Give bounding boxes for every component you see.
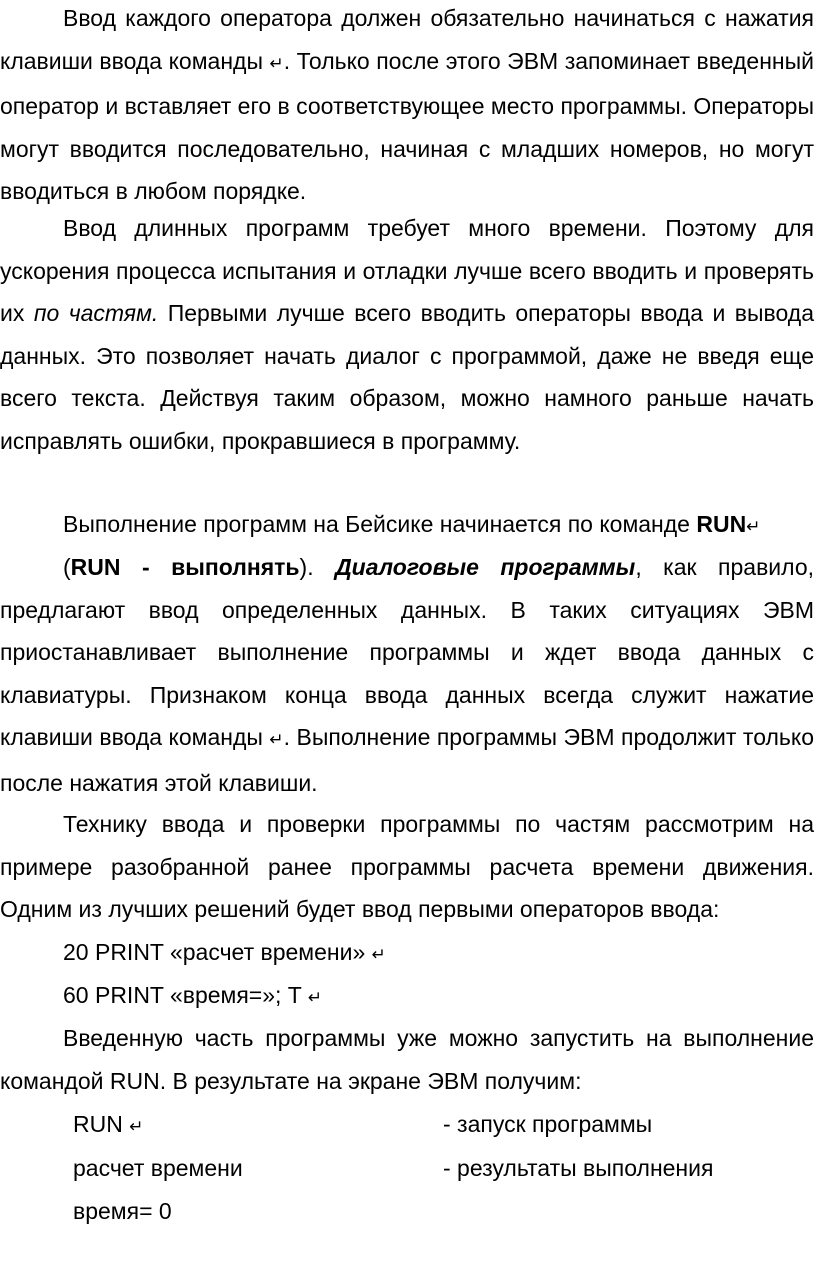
output-results-comment: - результаты выполнения [443,1155,714,1181]
enter-key-icon: ↵ [269,53,284,74]
p4-close-paren: ). [299,554,336,580]
enter-key-icon: ↵ [129,1117,144,1137]
output-run-comment: - запуск программы [443,1111,653,1137]
p1-text-start: Ввод каждого оператора должен обязательно начинаться с нажатия клавиши ввода команды [0,5,814,74]
paragraph-dialog-programs [0,546,814,805]
paragraph-command-entry [0,0,814,213]
p2-text-start: Ввод длинных программ требует много времени. Поэтому для ускорения процесса испытания и отладки лучше всего вводить и проверять их [0,215,814,327]
paragraph-technique [0,803,814,931]
p2-italic-emphasis: по частям. [33,300,159,327]
enter-key-icon: ↵ [371,945,386,965]
output-time-line: время= 0 [73,1198,172,1224]
code-line-1-text: 20 PRINT «расчет времени» [63,939,372,965]
enter-key-icon: ↵ [269,730,284,751]
output-run-text: RUN [73,1111,130,1137]
paragraph-long-programs [0,207,814,463]
code-line-20 [63,931,386,977]
p1-text-end: . Только после этого ЭВМ запоминает введенный оператор и вставляет его в соответствующее место программы. Операторы могут вводится последовательно, начиная с младших номеров, но могут вводиться в любом порядке. [0,47,814,205]
output-title-line: расчет времени [73,1155,243,1181]
p4-text-end: . Выполнение программы ЭВМ продолжит только после нажатия этой клавиши. [0,724,814,796]
p5-text: Технику ввода и проверки программы по частям рассмотрим на примере разобранной ранее программы расчета времени движения. Одним из лучших решений будет ввод первыми операторов ввода: [0,811,814,923]
enter-key-icon: ↵ [746,517,761,537]
p4-run-bold: RUN - выполнять [70,554,300,580]
p4-bold-italic-term: Диалоговые программы [335,554,636,580]
p4-text-start: , как правило, предлагают ввод определенных данных. В таких ситуациях ЭВМ приостанавливает выполнение программы и ждет ввода данных с клавиатуры. Признаком конца ввода данных всегда служит нажатие клавиши ввода команды [0,554,814,751]
p3-text: Выполнение программ на Бейсике начинается по команде [63,511,697,537]
p6-text: Введенную часть программы уже можно запустить на выполнение командой RUN. В результате на экране ЭВМ получим: [0,1025,814,1094]
p4-open-paren: ( [63,554,71,580]
code-line-60 [63,974,322,1020]
enter-key-icon: ↵ [307,988,323,1008]
code-line-2-text: 60 PRINT «время=»; T [63,982,308,1008]
output-run-command [73,1103,143,1149]
p3-run-bold: RUN [696,511,747,537]
paragraph-run-result [0,1017,814,1102]
paragraph-run-command [0,503,814,549]
p2-text-end: Первыми лучше всего вводить операторы ввода и вывода данных. Это позволяет начать диалог с программой, даже не введя еще всего текста. Действуя таким образом, можно намного раньше начать исправлять ошибки, прокравшиеся в программу. [0,300,814,454]
